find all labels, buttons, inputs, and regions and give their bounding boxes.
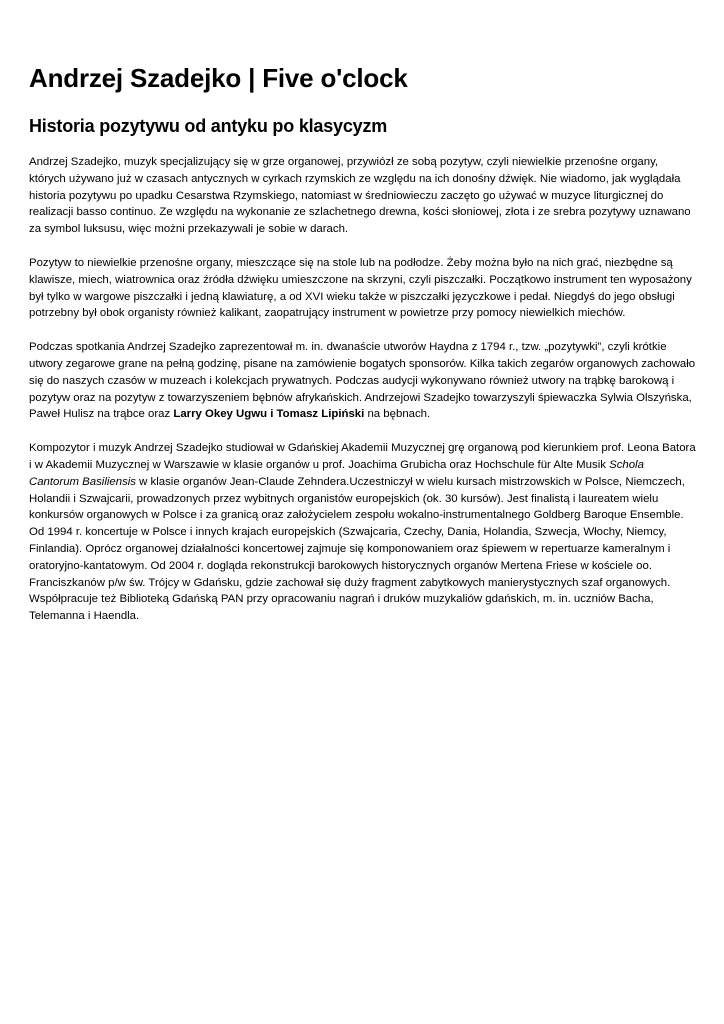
paragraph-2: Pozytyw to niewielkie przenośne organy, mieszczące się na stole lub na podłodze. Żeby można było na nich grać, niezbędne są klawisze, miech, wiatrownica oraz źródła dźwięku umieszczone na skrzyni, czyli piszczałki. Początkowo instrument ten wyposażony był tylko w wargowe piszczałki i jedną klawiaturę, a od XVI wieku także w piszczałki języczkowe i pedał. Niegdyś do jego obsługi potrzebny był obok organisty również kalikant, zaopatrujący instrument w powietrze przy pomocy niewielkich miechów.	[29, 256, 692, 320]
paragraph-4	[29, 440, 697, 625]
paragraph-3	[29, 339, 697, 423]
paragraph-3-end: na bębnach.	[364, 408, 431, 421]
page-subtitle: Historia pozytywu od antyku po klasycyzm	[29, 116, 388, 136]
paragraph-4-text: Kompozytor i muzyk Andrzej Szadejko studiował w Gdańskiej Akademii Muzycznej grę organową pod kierunkiem prof. Leona Batora i w Akademii Muzycznej w Warszawie w klasie organów u prof. Joachima Grubicha oraz Hochschule für Alte Musik	[29, 442, 696, 471]
paragraph-3-text: Podczas spotkania Andrzej Szadejko zaprezentował m. in. dwanaście utworów Haydna z 1794 r., tzw. „pozytywki”, czyli krótkie utwory zegarowe grane na pełną godzinę, pisane na zamówienie bogatych sponsorów. Kilka takich zegarów organowych zachowało się do naszych czasów w muzeach i kolekcjach prywatnych. Podczas audycji wykonywano również utwory na trąbkę barokową i pozytyw oraz na pozytyw z towarzyszeniem bębnów afrykańskich. Andrzejowi Szadejko towarzyszyli śpiewaczka Sylwia Olszyńska, Paweł Hulisz na trąbce oraz	[29, 341, 696, 421]
document-page	[29, 58, 697, 642]
school-name: Schola Cantorum Basiliensis	[29, 458, 644, 488]
paragraph-1: Andrzej Szadejko, muzyk specjalizujący się w grze organowej, przywiózł ze sobą pozytyw, czyli niewielkie przenośne organy, których używano już w czasach antycznych w cyrkach rzymskich ze względu na ich donośny dźwięk. Nie wiadomo, jak wyglądała historia pozytywu po upadku Cesarstwa Rzymskiego, natomiast w średniowieczu zaczęto go używać w muzyce liturgicznej do realizacji basso continuo. Ze względu na wykonanie ze szlachetnego drewna, kości słoniowej, złota i ze srebra pozytywy uznawano za symbol luksusu, więc możni przekazywali je sobie w darach.	[29, 156, 691, 236]
page-title: Andrzej Szadejko | Five o'clock	[29, 63, 408, 93]
paragraph-4-end: w klasie organów Jean-Claude Zehndera.Uczestniczył w wielu kursach mistrzowskich w Polsce, Niemczech, Holandii i Szwajcarii, prowadzonych przez wybitnych organistów europejskich (ok. 30 kursów). Jest finalistą i laureatem wielu konkursów organowych w Polsce i za granicą oraz założycielem zespołu wokalno-instrumentalnego Goldberg Baroque Ensemble. Od 1994 r. koncertuje w Polsce i innych krajach europejskich (Szwajcaria, Czechy, Dania, Holandia, Szwecja, Włochy, Niemcy, Finlandia). Oprócz organowej działalności koncertowej zajmuje się komponowaniem oraz śpiewem w repertuarze kameralnym i oratoryjno-kantatowym. Od 2004 r. dogląda rekonstrukcji barokowych historycznych organów Mertena Friese w kościele oo. Franciszkanów p/w św. Trójcy w Gdańsku, gdzie zachował się duży fragment zabytkowych manierystycznych szaf organowych. Współpracuje też Biblioteką Gdańską PAN przy opracowaniu nagrań i druków muzykaliów gdańskich, m. in. uczniów Bacha, Telemanna i Haendla.	[29, 475, 685, 623]
drummers-names: Larry Okey Ugwu i Tomasz Lipiński	[173, 408, 365, 421]
